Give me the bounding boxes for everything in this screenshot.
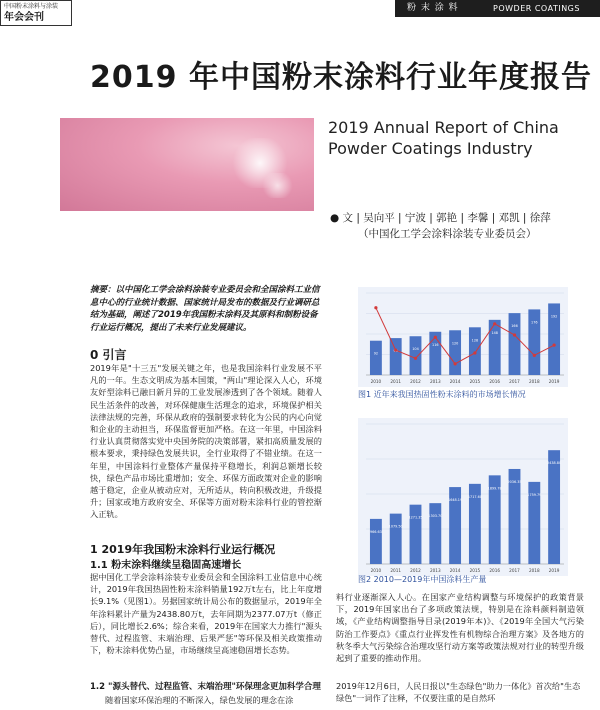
x-tick-label: 2011	[390, 568, 402, 573]
growth-rate-point	[553, 344, 556, 347]
bar-value-label: 1717.60	[467, 494, 482, 499]
policy-body: 料行业逐渐深入人心。在国家产业结构调整与环境保护的政策背景下，2019年国家出台了多项政策法规，特别是在涂料颜料制造领域，《产业结构调整指导目录(2019年本)》、《2019年全国大气污染防治工作要点》《重点行业挥发性有机物综合治理方案》及各地方的秋冬季大气污染综合治理攻坚行动方案等政策法规对行业的转型升级起到了重要的推动作用。	[336, 592, 584, 664]
bar	[410, 336, 422, 375]
bar	[370, 341, 382, 375]
growth-rate-point	[473, 351, 476, 354]
growth-rate-point	[374, 306, 377, 309]
bar-value-label: 2438.80	[547, 461, 562, 466]
x-tick-label: 2017	[509, 568, 520, 573]
bar-value-label: 966.63	[369, 529, 382, 534]
bar-value-label: 128	[471, 338, 479, 343]
ecology-body: 2019年12月6日，人民日报以"生态绿色"助力一体化》首次给"生态绿色"一词作了注释，不仅要注重的是自然环	[336, 681, 581, 703]
x-tick-label: 2015	[469, 379, 481, 384]
bar	[410, 505, 422, 564]
x-tick-label: 2017	[509, 379, 520, 384]
authors: ● 文 | 吴向平 | 宁波 | 郭艳 | 李馨 | 邓凯 | 徐萍	[330, 212, 551, 224]
x-tick-label: 2019	[548, 568, 560, 573]
bar	[509, 313, 521, 375]
affiliation: （中国化工学会涂料涂装专业委员会）	[358, 228, 537, 240]
chart-production	[358, 418, 568, 576]
environment-body: 随着国家环保治理的不断深入，绿色发展的理念在涂	[105, 695, 294, 705]
section-banner-cn: 粉 末 涂 料	[407, 3, 459, 13]
x-tick-label: 2011	[390, 379, 402, 384]
x-tick-label: 2014	[449, 568, 461, 573]
hero-highlight-small	[260, 173, 295, 198]
x-tick-label: 2010	[370, 568, 382, 573]
x-tick-label: 2018	[528, 379, 540, 384]
bar-value-label: 166	[511, 324, 518, 329]
growth-rate-point	[394, 348, 397, 351]
bar	[489, 320, 501, 375]
bar-value-label: 116	[432, 342, 439, 347]
introduction-body: 2019年是"十三五"发展关键之年，也是我国涂料行业发展不平凡的一年。生态文明成为基本国策，"两山"理论深入人心，环境友好型涂料已融日新月异的工业发展渗透到了各个领域。随着人民生活条件的改善，对环保健康生活理念的追求，环境保护相关法律法规的完善，环保从政府的强制要求转化为公民的内心向觉和企业的主动担当，环保监督更加严格。在这一年里，中国涂料行业认真贯彻落实党中央国务院的决策部署，紧扣高质量发展的根本要求，秉持绿色发展共识，全行业取得了不错业绩。在这一年里，中国涂料行业整体产量保持平稳增长，利润总额增长较快，绿色产品市场比重增加；安全、环保方面政策对企业的影响越于稳定，企业从被动应对，无所适从，转向积极改进，升级提升；国家或地方政府安全、环保等方面对粉末涂料行业的管控渐入正轨。	[90, 363, 322, 520]
section-banner-en: POWDER COATINGS	[493, 4, 580, 13]
x-tick-label: 2013	[429, 379, 441, 384]
growth-rate-point	[414, 357, 417, 360]
x-tick-label: 2012	[410, 379, 421, 384]
abstract: 摘要：以中国化工学会涂料涂装专业委员会和全国涂料工业信息中心的行业统计数据、国家统计局发布的数据及行业调研总结为基础，阐述了2019年我国粉末涂料及其原料和制粉设备行业运行概况，提出了未来行业发展建议。	[90, 285, 320, 333]
bar	[390, 338, 402, 375]
bar-value-label: 1271.35	[408, 515, 423, 520]
section-heading-overview: 1 2019年我国粉末涂料行业运行概况	[90, 543, 276, 556]
bar	[548, 450, 560, 564]
section-heading-introduction: 0 引言	[90, 348, 127, 362]
x-tick-label: 2012	[410, 568, 421, 573]
bar-value-label: 1303.70	[428, 514, 443, 519]
bar-value-label: 2036.35	[507, 479, 522, 484]
bar-value-label: 192	[550, 314, 558, 319]
journal-subtitle: 年会会刊	[4, 12, 44, 23]
bar	[449, 330, 461, 375]
growth-rate-point	[454, 362, 457, 365]
x-tick-label: 2010	[370, 379, 382, 384]
bar-value-label: 1079.50	[388, 524, 403, 529]
growth-rate-point	[434, 336, 437, 339]
article-title: 2019 年中国粉末涂料行业年度报告	[90, 60, 592, 95]
subsection-heading-growth: 1.1 粉末涂料继续呈稳固高速增长	[90, 560, 242, 571]
bar-value-label: 1899.78	[487, 486, 502, 491]
growth-rate-point	[533, 354, 536, 357]
x-tick-label: 2018	[528, 568, 540, 573]
section-banner	[395, 0, 600, 17]
bar-value-label: 92	[373, 351, 379, 356]
x-tick-label: 2016	[489, 568, 501, 573]
bar	[469, 327, 481, 375]
english-title: 2019 Annual Report of China Powder Coatings Industry	[328, 118, 559, 158]
subsection-heading-environment: 1.2 "源头替代、过程监管、末端治理"环保理念更加科学合理	[90, 682, 321, 692]
journal-label	[0, 0, 72, 26]
chart-market-growth	[358, 287, 568, 387]
bar-value-label: 120	[451, 341, 459, 346]
x-tick-label: 2015	[469, 568, 481, 573]
hero-image	[60, 118, 314, 211]
figure2-caption: 图2 2010—2019年中国涂料生产量	[358, 575, 487, 584]
bar-value-label: 1759.79	[527, 492, 542, 497]
bar-value-label: 148	[491, 330, 498, 335]
growth-body: 据中国化工学会涂料涂装专业委员会和全国涂料工业信息中心统计，2019年我国热固性粉末涂料销量192万t左右，比上年度增长9.1%（见图1）。另据国家统计局公布的数据显示，2019年全年涂料累计产量为2438.80万t，去年同期为2377.07万t（修正后），同比增长2.6%；综合来看，2019年在国家大力推行"源头替代、过程监管、末端治理、后果严惩"等环保及相关政策推动下，粉末涂料优势凸显，市场继续呈高速稳固增长态势。	[90, 572, 322, 656]
bar-value-label: 104	[412, 347, 419, 352]
bar	[528, 309, 540, 375]
x-tick-label: 2019	[548, 379, 560, 384]
x-tick-label: 2013	[429, 568, 441, 573]
bar-value-label: 176	[531, 320, 538, 325]
journal-name: 中国粉末涂料与涂装	[4, 3, 59, 10]
bar	[429, 503, 441, 564]
growth-rate-point	[513, 333, 516, 336]
figure1-caption: 图1 近年来我国热固性粉末涂料的市场增长情况	[358, 390, 526, 399]
x-tick-label: 2014	[449, 379, 461, 384]
bar	[370, 519, 382, 564]
growth-rate-point	[493, 322, 496, 325]
bar	[390, 514, 402, 564]
bar-value-label: 1648.19	[448, 498, 463, 503]
x-tick-label: 2016	[489, 379, 501, 384]
